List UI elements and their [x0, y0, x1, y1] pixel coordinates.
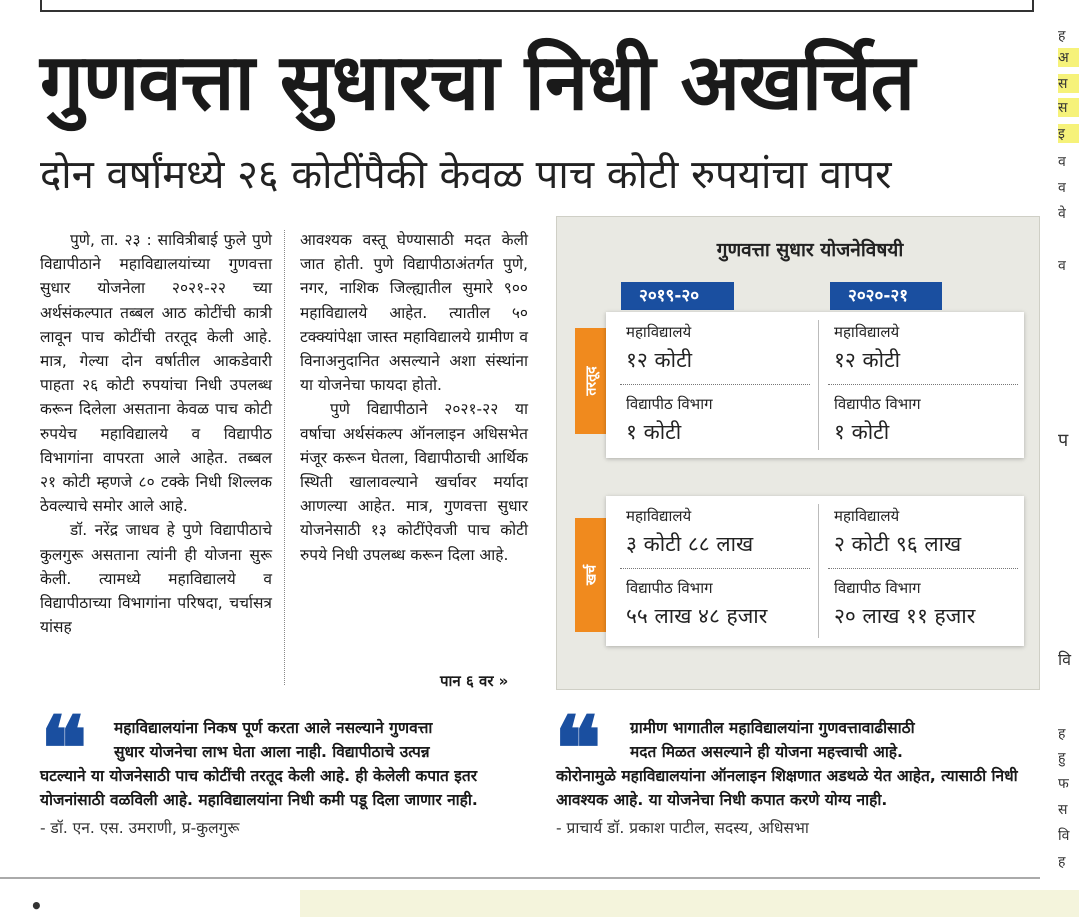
- edge-text-fragment: व: [1058, 258, 1066, 274]
- expenditure-departments-2019: [626, 578, 821, 630]
- cell-label: विद्यापीठ विभाग: [626, 579, 713, 597]
- edge-text-fragment: व: [1058, 154, 1066, 170]
- column-divider: [284, 230, 285, 685]
- next-article-strip: [300, 890, 1079, 917]
- cell-label: महाविद्यालये: [834, 323, 900, 341]
- cell-label: विद्यापीठ विभाग: [834, 395, 921, 413]
- edge-text-fragment: प: [1058, 430, 1069, 451]
- cell-label: महाविद्यालये: [834, 507, 900, 525]
- cell-value: १ कोटी: [834, 420, 890, 444]
- edge-text-fragment: ह: [1058, 28, 1066, 44]
- quote-line: कोरोनामुळे महाविद्यालयांना ऑनलाइन शिक्षणात अडथळे येत आहेत, त्यासाठी निधी आवश्यक आहे. या योजनेचा निधी कपात करणे योग्य नाही.: [556, 767, 1018, 809]
- edge-text-fragment: वि: [1058, 828, 1070, 844]
- cell-label: विद्यापीठ विभाग: [834, 579, 921, 597]
- cell-value: १ कोटी: [626, 420, 682, 444]
- quote-attribution: - प्राचार्य डॉ. प्रकाश पाटील, सदस्य, अधिसभा: [556, 819, 809, 837]
- article-paragraph: डॉ. नरेंद्र जाधव हे पुणे विद्यापीठाचे कुलगुरू असताना त्यांनी ही योजना सुरू केली. त्यामध्ये महाविद्यालये व विद्यापीठाच्या विभागांना परिषदा, चर्चासत्र यांसह: [40, 521, 272, 637]
- expenditure-colleges-2020: [834, 506, 1029, 558]
- article-paragraph: आवश्यक वस्तू घेण्यासाठी मदत केली जात होती. पुणे विद्यापीठाअंतर्गत पुणे, नगर, नाशिक जिल्ह्यातील सुमारे ९०० महाविद्यालये आहेत. त्यातील ५० टक्क्यांपेक्षा जास्त महाविद्यालये ग्रामीण व विनाअनुदानित असल्याने अशा संस्थांना या योजनेचा फायदा होतो.: [300, 231, 528, 395]
- allocation-tab: [575, 328, 607, 434]
- article-column-1: [40, 228, 272, 639]
- article-paragraph: पुणे, ता. २३ : सावित्रीबाई फुले पुणे विद्यापीठाने महाविद्यालयांच्या गुणवत्ता सुधार योजनेला २०२१-२२ च्या अर्थसंकल्पात तब्बल आठ कोटींची कात्री लावून पाच कोटींची तरतूद केली आहे. मात्र, गेल्या दोन वर्षातील आकडेवारी पाहता २६ कोटी रुपयांचा निधी उपलब्ध करून दिलेला असताना केवळ पाच कोटी रुपयेच महाविद्यालये व विद्यापीठ विभागांना वापरता आले आहेत. तब्बल २१ कोटी म्हणजे ८० टक्के निधी शिल्लक ठेवल्याचे समोर आले आहे.: [40, 231, 272, 516]
- allocation-tab-label: तरतूद: [583, 366, 600, 396]
- quote-line: मदत मिळत असल्याने ही योजना महत्त्वाची आहे.: [630, 743, 903, 761]
- quote-line: घटल्याने या योजनेसाठी पाच कोटींची तरतूद केली आहे. ही केलेली कपात इतर योजनांसाठी वळविली आहे. महाविद्यालयांना निधी कमी पडू दिला जाणार नाही.: [40, 767, 478, 809]
- quote-line: सुधार योजनेचा लाभ घेता आला नाही. विद्यापीठाचे उत्पन्न: [114, 743, 430, 761]
- cell-label: महाविद्यालये: [626, 323, 692, 341]
- expenditure-colleges-2019: [626, 506, 821, 558]
- quote-line: ग्रामीण भागातील महाविद्यालयांना गुणवत्तावाढीसाठी: [630, 719, 915, 737]
- continued-on-page: पान ६ वर »: [440, 672, 509, 690]
- edge-text-fragment: अ: [1058, 48, 1079, 67]
- headline: गुणवत्ता सुधारचा निधी अखर्चित: [40, 38, 915, 128]
- allocation-colleges-2020: [834, 322, 1029, 374]
- cell-value: २० लाख ११ हजार: [834, 604, 976, 628]
- cell-label: महाविद्यालये: [626, 507, 692, 525]
- cell-value: ५५ लाख ४८ हजार: [626, 604, 768, 628]
- edge-text-fragment: ह: [1058, 854, 1066, 870]
- allocation-colleges-2019: [626, 322, 821, 374]
- top-rule-box: [40, 0, 1034, 12]
- info-box-title: गुणवत्ता सुधार योजनेविषयी: [716, 239, 904, 261]
- edge-text-fragment: स: [1058, 802, 1068, 818]
- quote-pro-vc: [40, 696, 510, 840]
- subheadline: दोन वर्षांमध्ये २६ कोटींपैकी केवळ पाच कोटी रुपयांचा वापर: [40, 152, 892, 198]
- dotted-rule: [828, 568, 1018, 569]
- edge-text-fragment: फ: [1058, 776, 1069, 792]
- cell-label: विद्यापीठ विभाग: [626, 395, 713, 413]
- quote-mark-icon: ❝: [40, 696, 88, 800]
- expenditure-tab: [575, 518, 607, 632]
- quote-attribution: - डॉ. एन. एस. उमराणी, प्र-कुलगुरू: [40, 819, 240, 837]
- edge-text-fragment: स: [1058, 98, 1079, 117]
- dotted-rule: [620, 384, 810, 385]
- article-column-2: [300, 228, 528, 567]
- allocation-departments-2020: [834, 394, 1029, 446]
- quote-mark-icon: ❝: [554, 696, 602, 800]
- allocation-departments-2019: [626, 394, 821, 446]
- cell-value: १२ कोटी: [626, 348, 693, 372]
- expenditure-card: [606, 496, 1024, 646]
- cell-value: ३ कोटी ८८ लाख: [626, 532, 754, 556]
- edge-text-fragment: ह: [1058, 726, 1066, 742]
- article-paragraph: पुणे विद्यापीठाने २०२१-२२ या वर्षाचा अर्थसंकल्प ऑनलाइन अधिसभेत मंजूर करून घेतला, विद्यापीठाची आर्थिक स्थिती खालावल्याने खर्चावर मर्यादा आणल्या आहेत. मात्र, गुणवत्ता सुधार योजनेसाठी १३ कोटींऐवजी पाच कोटी रुपये निधी उपलब्ध करून दिला आहे.: [300, 400, 528, 564]
- next-article-fragment: •: [30, 894, 43, 918]
- edge-text-fragment: वि: [1058, 650, 1072, 669]
- edge-text-fragment: इ: [1058, 124, 1079, 143]
- bottom-rule: [0, 877, 1040, 879]
- dotted-rule: [828, 384, 1018, 385]
- year-header-2019-20: २०१९-२०: [621, 282, 734, 310]
- edge-text-fragment: स: [1058, 74, 1079, 93]
- edge-text-fragment: वे: [1058, 206, 1066, 222]
- expenditure-tab-label: खर्च: [583, 564, 600, 586]
- quote-line: महाविद्यालयांना निकष पूर्ण करता आले नसल्याने गुणवत्ता: [114, 719, 433, 737]
- edge-text-fragment: व: [1058, 180, 1066, 196]
- expenditure-departments-2020: [834, 578, 1029, 630]
- cell-value: २ कोटी ९६ लाख: [834, 532, 962, 556]
- edge-text-fragment: हु: [1058, 750, 1066, 766]
- allocation-card: [606, 312, 1024, 458]
- dotted-rule: [620, 568, 810, 569]
- year-header-2020-21: २०२०-२१: [830, 282, 942, 310]
- cell-value: १२ कोटी: [834, 348, 901, 372]
- quote-senate-member: [554, 696, 1018, 840]
